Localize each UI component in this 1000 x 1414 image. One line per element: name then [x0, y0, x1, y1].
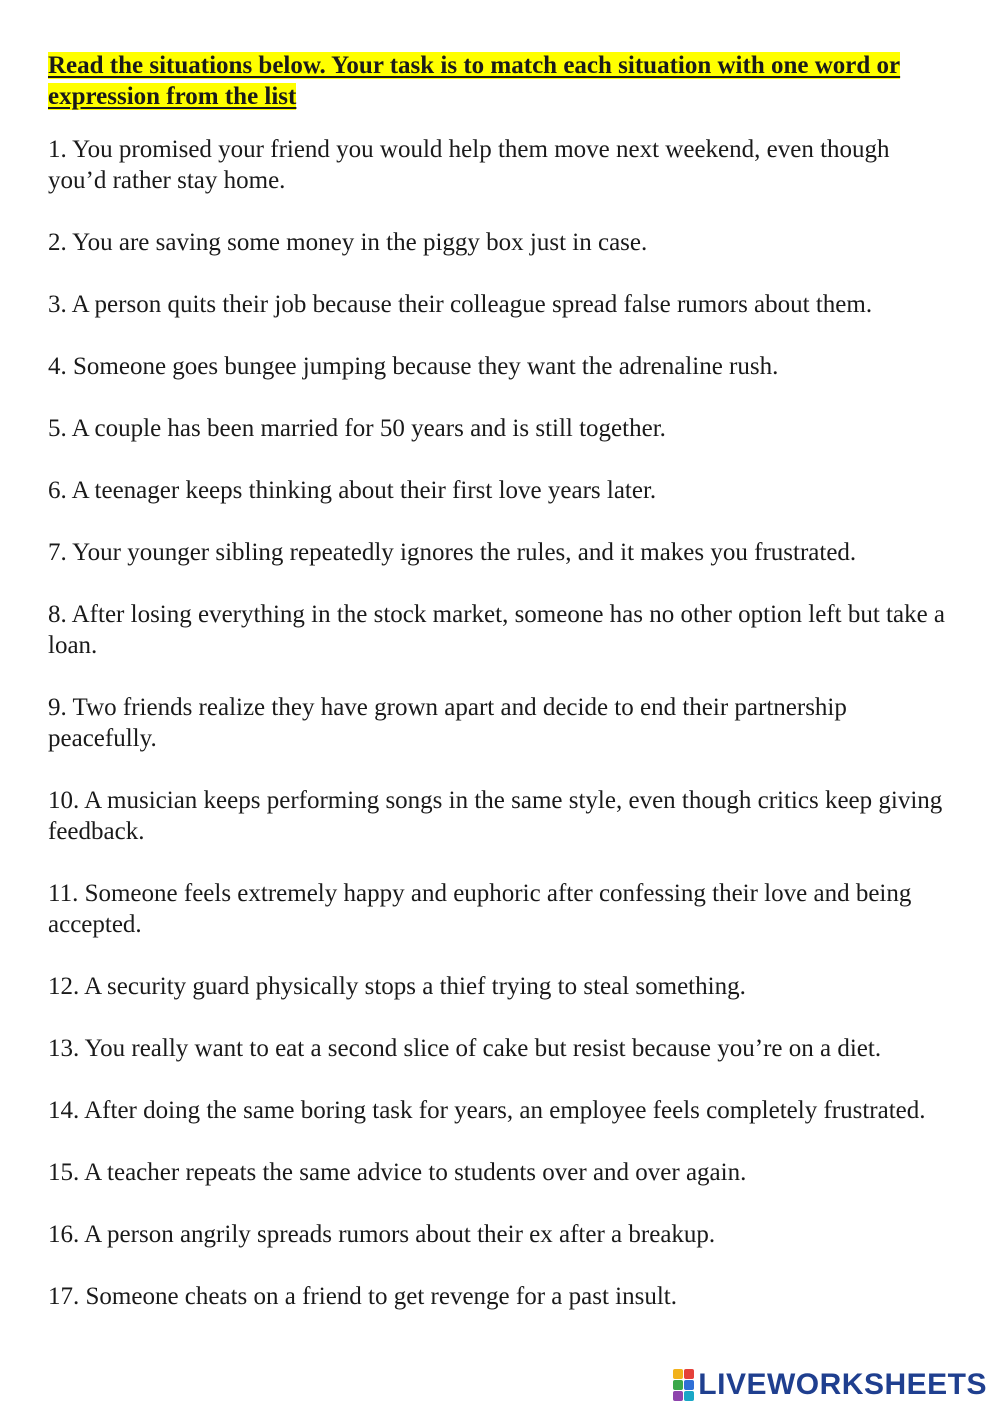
situation-item-9: 9. Two friends realize they have grown apart and decide to end their partnership peacefully.: [48, 694, 847, 752]
situation-item-3: 3. A person quits their job because their colleague spread false rumors about them.: [48, 291, 873, 318]
logo-block: [673, 1380, 683, 1390]
situation-item-14: 14. After doing the same boring task for years, an employee feels completely frustrated.: [48, 1097, 926, 1124]
logo-block: [673, 1369, 683, 1379]
situation-item-11: 11. Someone feels extremely happy and euphoric after confessing their love and being accepted.: [48, 880, 912, 938]
situation-item-15: 15. A teacher repeats the same advice to students over and over again.: [48, 1159, 747, 1186]
situation-item-10: 10. A musician keeps performing songs in the same style, even though critics keep giving feedback.: [48, 787, 943, 845]
situation-item-13: 13. You really want to eat a second slice of cake but resist because you’re on a diet.: [48, 1035, 882, 1062]
situation-item-6: 6. A teenager keeps thinking about their first love years later.: [48, 477, 657, 504]
logo-block: [684, 1369, 694, 1379]
worksheet-page: [48, 50, 953, 1343]
situation-item-7: 7. Your younger sibling repeatedly ignores the rules, and it makes you frustrated.: [48, 539, 857, 566]
logo-block: [673, 1391, 683, 1401]
logo-text: LIVEWORKSHEETS: [698, 1368, 987, 1401]
liveworksheets-logo: [673, 1368, 987, 1402]
situation-item-8: 8. After losing everything in the stock market, someone has no other option left but take a loan.: [48, 601, 946, 659]
instruction-heading: [48, 50, 953, 112]
situation-item-4: 4. Someone goes bungee jumping because they want the adrenaline rush.: [48, 353, 779, 380]
situation-item-5: 5. A couple has been married for 50 years and is still together.: [48, 415, 666, 442]
situation-item-17: 17. Someone cheats on a friend to get revenge for a past insult.: [48, 1283, 677, 1310]
situation-item-12: 12. A security guard physically stops a thief trying to steal something.: [48, 973, 746, 1000]
logo-block: [684, 1380, 694, 1390]
liveworksheets-logo-icon: [673, 1369, 694, 1401]
instruction-text: Read the situations below. Your task is to match each situation with one word or expression from the list: [48, 52, 901, 110]
situation-item-2: 2. You are saving some money in the piggy box just in case.: [48, 229, 648, 256]
situation-list: [48, 134, 953, 1312]
logo-block: [684, 1391, 694, 1401]
situation-item-16: 16. A person angrily spreads rumors about their ex after a breakup.: [48, 1221, 716, 1248]
situation-item-1: 1. You promised your friend you would help them move next weekend, even though you’d rather stay home.: [48, 136, 890, 194]
